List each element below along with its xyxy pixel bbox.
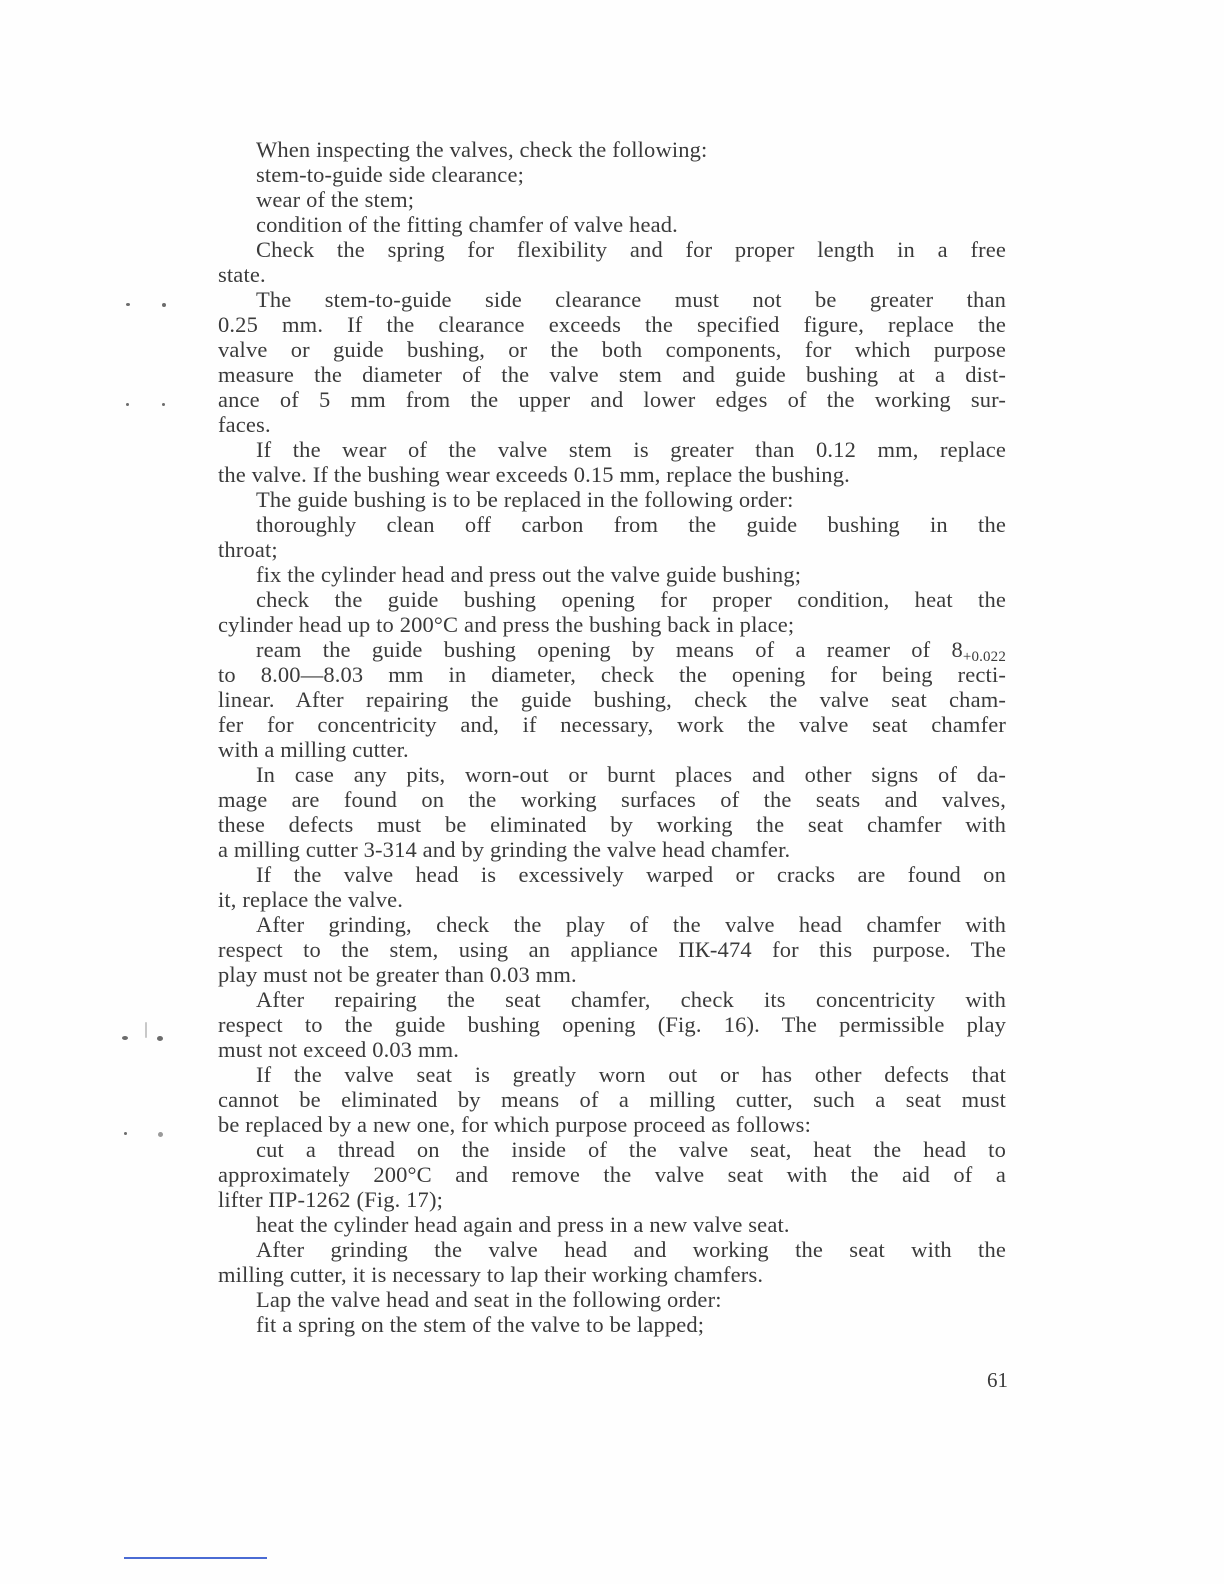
text-line-content: throat; <box>218 537 278 562</box>
text-line <box>218 787 1006 812</box>
text-line <box>218 1137 1006 1162</box>
scan-speck <box>162 303 166 307</box>
text-line <box>218 562 1006 587</box>
text-line-content: these defects must be eliminated by working the seat chamfer with <box>218 812 1006 837</box>
text-line <box>218 637 1006 665</box>
text-line-content: After grinding, check the play of the valve head chamfer with <box>256 912 1006 937</box>
text-line-content: lifter ПР-1262 (Fig. 17); <box>218 1187 443 1212</box>
scan-speck <box>157 1036 163 1041</box>
text-line <box>218 887 1006 912</box>
text-line <box>218 962 1006 987</box>
text-line <box>218 1262 1006 1287</box>
text-line <box>218 387 1006 412</box>
text-line <box>218 762 1006 787</box>
text-line-content: Check the spring for flexibility and for proper length in a free <box>256 237 1006 262</box>
text-line <box>218 612 1006 637</box>
text-line <box>218 537 1006 562</box>
text-line-content: milling cutter, it is necessary to lap their working chamfers. <box>218 1262 764 1287</box>
text-line-content: fix the cylinder head and press out the valve guide bushing; <box>256 562 802 587</box>
scan-speck <box>126 403 129 406</box>
text-line-content: After repairing the seat chamfer, check its concentricity with <box>256 987 1006 1012</box>
text-line <box>218 262 1006 287</box>
text-line-content: After grinding the valve head and working the seat with the <box>256 1237 1006 1262</box>
body-text <box>218 137 1006 1337</box>
text-line-content: condition of the fitting chamfer of valve head. <box>256 212 678 237</box>
text-line-content: The guide bushing is to be replaced in the following order: <box>256 487 794 512</box>
text-line <box>218 1162 1006 1187</box>
text-line <box>218 587 1006 612</box>
text-line <box>218 187 1006 212</box>
text-line <box>218 837 1006 862</box>
text-line-content: If the wear of the valve stem is greater than 0.12 mm, replace <box>256 437 1006 462</box>
text-line-content: respect to the guide bushing opening (Fig. 16). The permissible play <box>218 1012 1006 1037</box>
text-line <box>218 362 1006 387</box>
text-line <box>218 1037 1006 1062</box>
text-line-content: ream the guide bushing opening by means of a reamer of 8 <box>256 637 963 662</box>
text-line <box>218 662 1006 687</box>
scan-speck <box>124 1132 127 1135</box>
scan-speck <box>126 303 130 306</box>
text-line <box>218 687 1006 712</box>
text-line-content: be replaced by a new one, for which purpose proceed as follows: <box>218 1112 811 1137</box>
text-line <box>218 512 1006 537</box>
text-line <box>218 737 1006 762</box>
text-line-content: If the valve head is excessively warped or cracks are found on <box>256 862 1006 887</box>
scan-speck <box>162 403 165 406</box>
text-line <box>218 412 1006 437</box>
text-line-content: thoroughly clean off carbon from the guide bushing in the <box>256 512 1006 537</box>
text-line-content: ance of 5 mm from the upper and lower edges of the working sur- <box>218 387 1006 412</box>
text-line-content: faces. <box>218 412 271 437</box>
text-line-content: wear of the stem; <box>256 187 415 212</box>
text-line <box>218 912 1006 937</box>
text-line-content: respect to the stem, using an appliance ПК-474 for this purpose. The <box>218 937 1006 962</box>
text-line <box>218 162 1006 187</box>
text-line-content: the valve. If the bushing wear exceeds 0.15 mm, replace the bushing. <box>218 462 850 487</box>
text-line-content: linear. After repairing the guide bushing, check the valve seat cham- <box>218 687 1006 712</box>
text-line-content: play must not be greater than 0.03 mm. <box>218 962 577 987</box>
text-line <box>218 312 1006 337</box>
text-line <box>218 937 1006 962</box>
text-line-content: fer for concentricity and, if necessary, work the valve seat chamfer <box>218 712 1006 737</box>
page-number: 61 <box>987 1368 1008 1392</box>
scan-speck <box>158 1132 163 1137</box>
text-line <box>218 462 1006 487</box>
text-line-content: it, replace the valve. <box>218 887 404 912</box>
text-line <box>218 487 1006 512</box>
scan-speck <box>145 1022 147 1038</box>
scan-speck <box>122 1036 128 1040</box>
text-line-content: stem-to-guide side clearance; <box>256 162 524 187</box>
text-line <box>218 1237 1006 1262</box>
text-line <box>218 437 1006 462</box>
text-line <box>218 812 1006 837</box>
text-line-content: must not exceed 0.03 mm. <box>218 1037 460 1062</box>
text-line-content: mage are found on the working surfaces of the seats and valves, <box>218 787 1006 812</box>
text-line-content: measure the diameter of the valve stem and guide bushing at a dist- <box>218 362 1006 387</box>
text-line <box>218 862 1006 887</box>
text-line <box>218 1087 1006 1112</box>
text-line <box>218 1312 1006 1337</box>
text-line-content: approximately 200°C and remove the valve seat with the aid of a <box>218 1162 1006 1187</box>
text-line-content: to 8.00—8.03 mm in diameter, check the opening for being recti- <box>218 662 1006 687</box>
text-line-content: When inspecting the valves, check the following: <box>256 137 708 162</box>
text-line-content: with a milling cutter. <box>218 737 409 762</box>
text-line <box>218 337 1006 362</box>
text-line-content: In case any pits, worn-out or burnt places and other signs of da- <box>256 762 1006 787</box>
text-line <box>218 212 1006 237</box>
text-line <box>218 1212 1006 1237</box>
text-line-content: cylinder head up to 200°C and press the bushing back in place; <box>218 612 795 637</box>
text-line <box>218 1012 1006 1037</box>
text-line <box>218 712 1006 737</box>
text-line-content: fit a spring on the stem of the valve to be lapped; <box>256 1312 705 1337</box>
text-line <box>218 287 1006 312</box>
text-line-content: The stem-to-guide side clearance must not be greater than <box>256 287 1006 312</box>
text-line-content: valve or guide bushing, or the both components, for which purpose <box>218 337 1006 362</box>
text-line <box>218 1112 1006 1137</box>
text-line-content: cut a thread on the inside of the valve seat, heat the head to <box>256 1137 1006 1162</box>
text-line <box>218 1287 1006 1312</box>
text-line-content: state. <box>218 262 266 287</box>
text-line <box>218 237 1006 262</box>
text-line-content: Lap the valve head and seat in the following order: <box>256 1287 722 1312</box>
text-line-content: check the guide bushing opening for proper condition, heat the <box>256 587 1006 612</box>
text-line-content: a milling cutter 3-314 and by grinding the valve head chamfer. <box>218 837 791 862</box>
footnote-rule <box>124 1557 267 1559</box>
text-line-content: If the valve seat is greatly worn out or has other defects that <box>256 1062 1006 1087</box>
text-line-content: 0.25 mm. If the clearance exceeds the specified figure, replace the <box>218 312 1006 337</box>
text-line-content: heat the cylinder head again and press in a new valve seat. <box>256 1212 790 1237</box>
text-line-content: cannot be eliminated by means of a milling cutter, such a seat must <box>218 1087 1006 1112</box>
text-line <box>218 1062 1006 1087</box>
text-line <box>218 1187 1006 1212</box>
text-line <box>218 987 1006 1012</box>
text-line <box>218 137 1006 162</box>
tolerance-subscript: +0.022 <box>962 649 1006 665</box>
